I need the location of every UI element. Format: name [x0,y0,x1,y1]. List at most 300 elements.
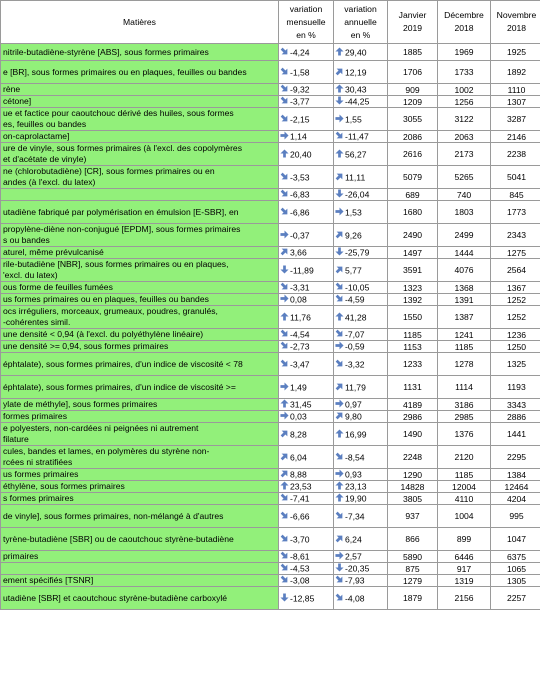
table-row [1,259,540,282]
down-right-arrow-icon [280,563,289,572]
novembre-2018-cell: 2886 [491,411,540,423]
variation-value: -2,15 [290,114,310,125]
up-arrow-icon [280,399,289,408]
variation-annuelle-cell [334,96,388,108]
variation-mensuelle-cell [279,108,334,131]
up-arrow-icon [335,312,344,321]
matiere-cell [1,505,279,528]
janvier-2019-cell: 689 [388,189,438,201]
matiere-label: e [BR], sous formes primaires ou en plaques, feuilles ou bandes [3,66,247,77]
right-arrow-icon [335,551,344,560]
variation-value: -4,54 [290,329,310,340]
janvier-2019-cell: 1885 [388,44,438,61]
variation-mensuelle-cell [279,376,334,399]
variation-value: 31,45 [290,399,312,410]
variation-value: 11,11 [345,172,366,183]
variation-value: 12,19 [345,67,367,78]
janvier-2019-cell: 1185 [388,329,438,341]
novembre-2018-cell: 4204 [491,493,540,505]
variation-annuelle-cell [334,282,388,294]
novembre-2018-cell: 1193 [491,376,540,399]
variation-annuelle-cell [334,353,388,376]
decembre-2018-cell: 2120 [438,446,491,469]
novembre-2018-cell: 1110 [491,84,540,96]
janvier-2019-cell: 1490 [388,423,438,446]
variation-value: -11,89 [290,265,314,276]
matiere-label: ue et factice pour caoutchouc dérivé des huiles, sous formes [3,108,234,118]
decembre-2018-cell: 4076 [438,259,491,282]
matiere-label: propylène-diène non-conjugué [EPDM], sous formes primaires [3,224,241,234]
up-right-arrow-icon [335,382,344,391]
matiere-label: -cohérentes simil. [3,317,71,327]
matiere-label: us formes primaires ou en plaques, feuilles ou bandes [3,294,209,304]
right-arrow-icon [280,230,289,239]
variation-annuelle-cell [334,563,388,575]
variation-value: 1,14 [290,131,307,142]
decembre-2018-cell: 1368 [438,282,491,294]
variation-annuelle-cell [334,446,388,469]
janvier-2019-cell: 3805 [388,493,438,505]
header-janvier-2019 [388,1,438,44]
matiere-cell [1,143,279,166]
decembre-2018-cell: 4110 [438,493,491,505]
matiere-label: us formes primaires [3,469,79,479]
decembre-2018-cell: 5265 [438,166,491,189]
down-right-arrow-icon [280,534,289,543]
matiere-label: e polyesters, non-cardées ni peignées ni autrement [3,423,199,433]
variation-annuelle-cell [334,224,388,247]
janvier-2019-cell: 937 [388,505,438,528]
variation-value: 30,43 [345,84,367,95]
down-right-arrow-icon [280,114,289,123]
variation-value: 9,80 [345,411,362,422]
variation-value: -20,35 [345,563,370,574]
matiere-label: s formes primaires [3,493,74,503]
janvier-2019-cell: 1290 [388,469,438,481]
decembre-2018-cell: 740 [438,189,491,201]
table-row [1,306,540,329]
matiere-label: formes primaires [3,411,67,421]
janvier-2019-cell: 2616 [388,143,438,166]
variation-annuelle-cell [334,166,388,189]
table-row [1,446,540,469]
janvier-2019-cell: 1233 [388,353,438,376]
variation-value: -3,08 [290,575,310,586]
decembre-2018-cell: 2499 [438,224,491,247]
variation-value: -3,77 [290,96,310,107]
variation-value: 16,99 [345,429,367,440]
down-right-arrow-icon [335,511,344,520]
down-right-arrow-icon [280,493,289,502]
header-text: variation [289,3,323,14]
matiere-label: primaires [3,551,39,561]
decembre-2018-cell: 12004 [438,481,491,493]
matiere-label: une densité >= 0,94, sous formes primaires [3,341,169,351]
down-arrow-icon [280,265,289,274]
variation-value: 11,79 [345,382,366,393]
variation-mensuelle-cell [279,469,334,481]
table-row [1,399,540,411]
table-row [1,353,540,376]
variation-value: -6,86 [290,207,310,218]
down-arrow-icon [335,563,344,572]
table-row [1,166,540,189]
matiere-label: ure de vinyle, sous formes primaires (à l'excl. des copolymères [3,143,243,153]
janvier-2019-cell: 1153 [388,341,438,353]
variation-annuelle-cell [334,551,388,563]
variation-value: 23,13 [345,481,367,492]
variation-annuelle-cell [334,493,388,505]
header-text: 2018 [506,23,527,33]
variation-mensuelle-cell [279,551,334,563]
matiere-cell [1,469,279,481]
variation-mensuelle-cell [279,143,334,166]
down-right-arrow-icon [280,47,289,56]
matiere-cell [1,247,279,259]
variation-annuelle-cell [334,376,388,399]
matiere-cell [1,189,279,201]
variation-value: 8,28 [290,429,307,440]
up-right-arrow-icon [335,172,344,181]
header-text: variation [344,3,377,14]
matiere-cell [1,108,279,131]
janvier-2019-cell: 4189 [388,399,438,411]
up-arrow-icon [280,149,289,158]
table-row [1,329,540,341]
matiere-cell [1,411,279,423]
variation-annuelle-cell [334,306,388,329]
matiere-label: éphtalate), sous formes primaires, d'un indice de viscosité < 78 [3,358,243,369]
variation-mensuelle-cell [279,575,334,587]
down-right-arrow-icon [280,551,289,560]
table-row [1,96,540,108]
variation-annuelle-cell [334,108,388,131]
variation-value: -0,37 [290,230,310,241]
right-arrow-icon [335,399,344,408]
janvier-2019-cell: 1279 [388,575,438,587]
decembre-2018-cell: 1319 [438,575,491,587]
janvier-2019-cell: 1680 [388,201,438,224]
variation-value: -3,70 [290,534,310,545]
decembre-2018-cell: 1803 [438,201,491,224]
novembre-2018-cell: 1305 [491,575,540,587]
matiere-label: on-caprolactame] [3,131,70,141]
matiere-label: cules, bandes et lames, en polymères du styrène non- [3,446,210,456]
table-row [1,44,540,61]
up-arrow-icon [335,481,344,490]
header-text: Janvier [398,10,427,20]
novembre-2018-cell: 1384 [491,469,540,481]
table-row [1,481,540,493]
variation-annuelle-cell [334,247,388,259]
decembre-2018-cell: 899 [438,528,491,551]
janvier-2019-cell: 1209 [388,96,438,108]
novembre-2018-cell: 1252 [491,294,540,306]
variation-mensuelle-cell [279,224,334,247]
table-row [1,143,540,166]
novembre-2018-cell: 1047 [491,528,540,551]
variation-value: -7,93 [345,575,365,586]
table-row [1,469,540,481]
variation-value: 0,97 [345,399,362,410]
header-text: en % [350,29,371,40]
variation-value: -4,08 [345,593,365,604]
up-right-arrow-icon [335,534,344,543]
decembre-2018-cell: 1241 [438,329,491,341]
variation-value: -6,83 [290,189,310,200]
novembre-2018-cell: 2146 [491,131,540,143]
janvier-2019-cell: 1706 [388,61,438,84]
header-variation-annuelle [334,1,388,44]
down-right-arrow-icon [335,294,344,303]
variation-value: -8,61 [290,551,310,562]
down-right-arrow-icon [335,329,344,338]
variation-annuelle-cell [334,575,388,587]
variation-value: -10,05 [345,282,370,293]
variation-annuelle-cell [334,481,388,493]
matiere-label: aturel, même prévulcanisé [3,247,104,257]
variation-value: 5,77 [345,265,362,276]
decembre-2018-cell: 1185 [438,341,491,353]
variation-mensuelle-cell [279,481,334,493]
decembre-2018-cell: 3122 [438,108,491,131]
variation-annuelle-cell [334,528,388,551]
janvier-2019-cell: 14828 [388,481,438,493]
matiere-cell [1,294,279,306]
variation-mensuelle-cell [279,399,334,411]
matiere-cell [1,551,279,563]
up-right-arrow-icon [335,230,344,239]
variation-value: 8,88 [290,469,307,480]
right-arrow-icon [280,294,289,303]
novembre-2018-cell: 2564 [491,259,540,282]
variation-value: 56,27 [345,149,367,160]
down-right-arrow-icon [335,131,344,140]
variation-value: -3,47 [290,359,310,370]
variation-value: 1,53 [345,207,362,218]
variation-mensuelle-cell [279,446,334,469]
variation-mensuelle-cell [279,189,334,201]
novembre-2018-cell: 995 [491,505,540,528]
decembre-2018-cell: 2985 [438,411,491,423]
table-row [1,341,540,353]
right-arrow-icon [280,382,289,391]
novembre-2018-cell: 2238 [491,143,540,166]
variation-annuelle-cell [334,411,388,423]
decembre-2018-cell: 1256 [438,96,491,108]
variation-mensuelle-cell [279,259,334,282]
variation-value: 23,53 [290,481,312,492]
janvier-2019-cell: 3055 [388,108,438,131]
novembre-2018-cell: 1925 [491,44,540,61]
matiere-label: et d'acétate de vinyle) [3,154,87,164]
matiere-label: rcées ni stratifiées [3,457,73,467]
variation-annuelle-cell [334,341,388,353]
header-novembre-2018 [491,1,540,44]
matiere-label: ocs irréguliers, morceaux, grumeaux, poudres, granulés, [3,306,218,316]
matiere-cell [1,84,279,96]
variation-mensuelle-cell [279,353,334,376]
janvier-2019-cell: 866 [388,528,438,551]
novembre-2018-cell: 1892 [491,61,540,84]
decembre-2018-cell: 1002 [438,84,491,96]
decembre-2018-cell: 1969 [438,44,491,61]
table-row [1,411,540,423]
variation-annuelle-cell [334,294,388,306]
variation-value: 6,04 [290,452,307,463]
table-row [1,575,540,587]
variation-value: -4,59 [345,294,365,305]
novembre-2018-cell: 1441 [491,423,540,446]
table-row [1,493,540,505]
matiere-label: es, feuilles ou bandes [3,119,87,129]
up-right-arrow-icon [280,452,289,461]
variation-value: 0,03 [290,411,307,422]
table-row [1,189,540,201]
janvier-2019-cell: 2248 [388,446,438,469]
matiere-cell [1,306,279,329]
matiere-cell [1,399,279,411]
matiere-label: rène [3,84,21,94]
down-right-arrow-icon [280,189,289,198]
matiere-label: de vinyle], sous formes primaires, non-mélangé à d'autres [3,510,224,521]
janvier-2019-cell: 2086 [388,131,438,143]
matiere-label: tyrène-butadiène [SBR] ou de caoutchouc styrène-butadiène [3,533,234,544]
header-text: 2018 [454,23,474,33]
matiere-cell [1,201,279,224]
down-right-arrow-icon [335,359,344,368]
variation-value: -4,53 [290,563,310,574]
novembre-2018-cell: 1275 [491,247,540,259]
matiere-label: andes (à l'excl. du latex) [3,177,96,187]
janvier-2019-cell: 2986 [388,411,438,423]
variation-value: -1,58 [290,67,310,78]
variation-annuelle-cell [334,61,388,84]
janvier-2019-cell: 1497 [388,247,438,259]
variation-annuelle-cell [334,44,388,61]
matiere-cell [1,224,279,247]
variation-annuelle-cell [334,201,388,224]
variation-annuelle-cell [334,423,388,446]
down-arrow-icon [335,189,344,198]
variation-mensuelle-cell [279,294,334,306]
variation-mensuelle-cell [279,131,334,143]
variation-mensuelle-cell [279,166,334,189]
right-arrow-icon [335,469,344,478]
variation-mensuelle-cell [279,587,334,610]
up-arrow-icon [335,493,344,502]
variation-value: 0,93 [345,469,362,480]
matiere-label: éphtalate), sous formes primaires, d'un indice de viscosité >= [3,381,236,392]
matiere-label: 'excl. du latex) [3,270,58,280]
header-variation-mensuelle [279,1,334,44]
decembre-2018-cell: 1185 [438,469,491,481]
novembre-2018-cell: 2295 [491,446,540,469]
header-text: en % [296,29,316,40]
variation-value: -7,07 [345,329,365,340]
variation-value: 20,40 [290,149,312,160]
matiere-label: ous forme de feuilles fumées [3,282,113,292]
matiere-cell [1,341,279,353]
variation-annuelle-cell [334,259,388,282]
up-arrow-icon [280,481,289,490]
janvier-2019-cell: 5079 [388,166,438,189]
novembre-2018-cell: 2257 [491,587,540,610]
janvier-2019-cell: 1392 [388,294,438,306]
right-arrow-icon [335,114,344,123]
variation-annuelle-cell [334,131,388,143]
matiere-label: filature [3,434,29,444]
down-right-arrow-icon [335,575,344,584]
variation-mensuelle-cell [279,528,334,551]
variation-value: -2,73 [290,341,310,352]
variation-annuelle-cell [334,189,388,201]
janvier-2019-cell: 2490 [388,224,438,247]
variation-mensuelle-cell [279,329,334,341]
down-right-arrow-icon [280,67,289,76]
table-body [1,44,540,610]
matiere-cell [1,353,279,376]
variation-value: 19,90 [345,493,367,504]
down-right-arrow-icon [280,341,289,350]
variation-value: -11,47 [345,131,369,142]
down-right-arrow-icon [280,96,289,105]
table-row [1,587,540,610]
variation-value: -0,59 [345,341,365,352]
matiere-label: cétone] [3,96,32,106]
decembre-2018-cell: 1444 [438,247,491,259]
down-right-arrow-icon [280,282,289,291]
decembre-2018-cell: 2156 [438,587,491,610]
variation-value: -7,41 [290,493,310,504]
down-right-arrow-icon [280,207,289,216]
novembre-2018-cell: 1773 [491,201,540,224]
variation-annuelle-cell [334,469,388,481]
header-text: mensuelle [286,16,326,27]
table-row [1,224,540,247]
matiere-cell [1,166,279,189]
variation-annuelle-cell [334,143,388,166]
matiere-cell [1,61,279,84]
variation-value: -4,24 [290,47,310,58]
up-right-arrow-icon [335,67,344,76]
variation-value: -7,34 [345,511,365,522]
janvier-2019-cell: 5890 [388,551,438,563]
variation-mensuelle-cell [279,505,334,528]
novembre-2018-cell: 1367 [491,282,540,294]
variation-mensuelle-cell [279,61,334,84]
table-row [1,551,540,563]
variation-mensuelle-cell [279,44,334,61]
up-arrow-icon [335,429,344,438]
down-right-arrow-icon [280,172,289,181]
matiere-cell [1,131,279,143]
variation-annuelle-cell [334,587,388,610]
janvier-2019-cell: 1323 [388,282,438,294]
matiere-label: ylate de méthyle], sous formes primaires [3,399,158,409]
table-row [1,423,540,446]
matiere-label: s ou bandes [3,235,50,245]
variation-mensuelle-cell [279,411,334,423]
variation-value: 1,49 [290,382,307,393]
decembre-2018-cell: 1278 [438,353,491,376]
variation-value: -26,04 [345,189,370,200]
variation-annuelle-cell [334,399,388,411]
up-arrow-icon [335,47,344,56]
variation-mensuelle-cell [279,247,334,259]
down-right-arrow-icon [280,511,289,520]
variation-value: 1,55 [345,114,362,125]
